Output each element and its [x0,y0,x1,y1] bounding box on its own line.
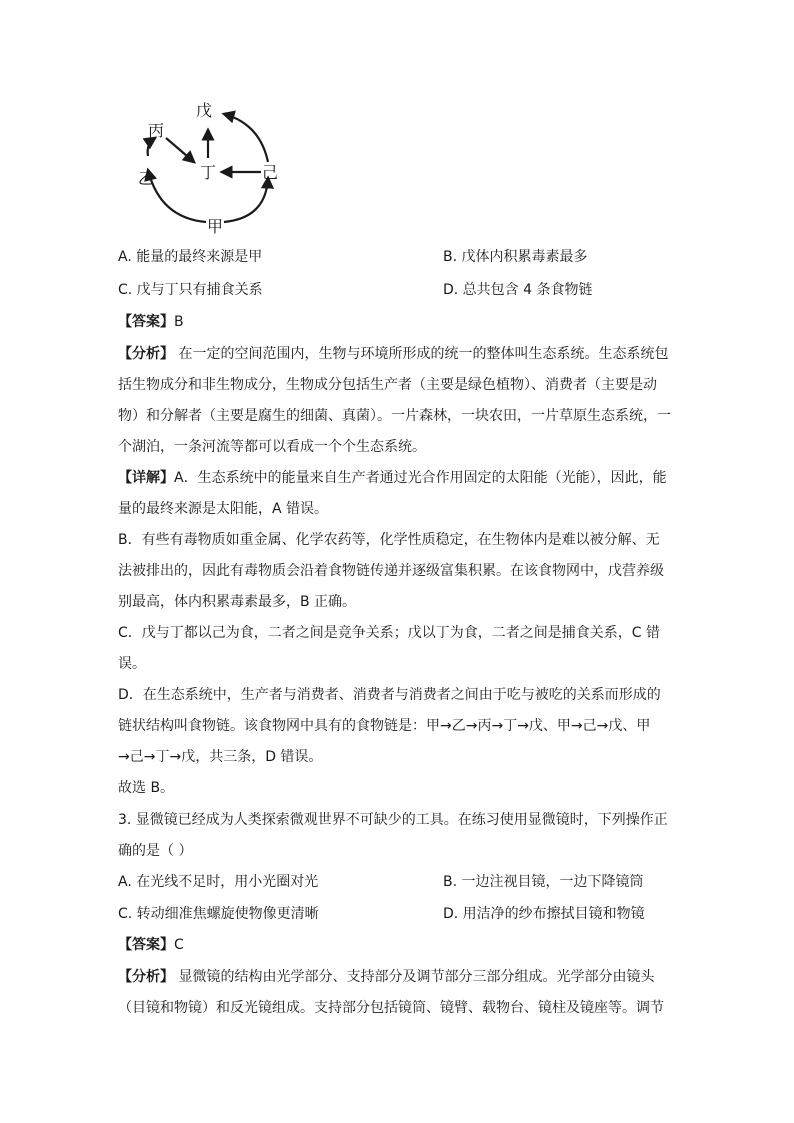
q2-analysis-line-1: 【分析】 在一定的空间范围内，生物与环境所形成的统一的整体叫生态系统。生态系统包 [118,346,669,362]
analysis-tag: 【分析】 [118,346,174,362]
q2-analysis-line-2: 括生物成分和非生物成分，生物成分包括生产者（主要是绿色植物）、消费者（主要是动 [118,377,657,393]
q2-option-b: B. 戊体内积累毒素最多 [443,249,588,265]
q2-analysis-line-3: 物）和分解者（主要是腐生的细菌、真菌）。一片森林，一块农田，一片草原生态系统，一 [118,408,671,424]
q2-option-a: A. 能量的最终来源是甲 [118,249,263,265]
food-web-diagram [128,90,298,240]
q2-option-d: D. 总共包含 4 条食物链 [443,282,593,298]
arrow-jia-ji [224,178,268,222]
q3-option-b: B. 一边注视目镜，一边下降镜筒 [443,874,644,890]
answer-tag: 【答案】 [118,937,174,953]
q3-option-d: D. 用洁净的纱布擦拭目镜和物镜 [443,906,645,922]
q2-detail-line-3: B．有些有毒物质如重金属、化学农药等，化学性质稳定，在生物体内是难以被分解、无 [118,532,660,548]
q2-detail-line-5: 别最高，体内积累毒素最多，B 正确。 [118,594,357,610]
answer-value: B [174,314,184,330]
q2-detail-line-4: 法被排出的，因此有毒物质会沿着食物链传递并逐级富集积累。在该食物网中，戊营养级 [118,563,664,579]
q2-detail-line-2: 量的最终来源是太阳能，A 错误。 [118,501,329,517]
q3-analysis-line-1: 【分析】 显微镜的结构由光学部分、支持部分及调节部分三部分组成。光学部分由镜头 [118,969,655,985]
node-bing: 丙 [148,121,165,140]
q3-stem-line-2: 确的是（ ） [118,843,193,859]
q3-stem-line-1: 3. 显微镜已经成为人类探索微观世界不可缺少的工具。在练习使用显微镜时，下列操作正 [118,812,668,828]
answer-tag: 【答案】 [118,314,174,330]
q2-conclusion: 故选 B。 [118,780,175,796]
q2-detail-line-8: D．在生态系统中，生产者与消费者、消费者与消费者之间由于吃与被吃的关系而形成的 [118,687,661,703]
node-yi: 乙 [138,169,155,188]
q2-detail-line-7: 误。 [118,656,146,672]
node-ding: 丁 [200,163,217,182]
arrow-jia-yi [148,170,206,222]
q3-option-a: A. 在光线不足时，用小光圈对光 [118,874,319,890]
arrow-bing-ding [166,138,194,162]
arrow-ji-wu [224,114,268,162]
node-jia: 甲 [207,217,224,236]
detail-tag: 【详解】 [118,470,174,486]
q3-option-c: C. 转动细准焦螺旋使物像更清晰 [118,906,319,922]
q2-analysis-line-4: 个湖泊，一条河流等都可以看成一个个生态系统。 [118,439,426,455]
q2-detail-line-10: →己→丁→戊，共三条，D 错误。 [118,749,323,765]
analysis-tag: 【分析】 [118,969,174,985]
q2-detail-line-1: 【详解】A．生态系统中的能量来自生产者通过光合作用固定的太阳能（光能），因此，能 [118,470,667,486]
node-wu: 戊 [196,101,213,120]
q2-answer [118,312,184,332]
arrow-yi-bing [148,138,155,156]
node-ji: 己 [262,163,279,182]
q3-analysis-line-2: （目镜和物镜）和反光镜组成。支持部分包括镜筒、镜臂、载物台、镜柱及镜座等。调节 [118,1000,664,1016]
answer-value: C [174,937,184,953]
q2-detail-line-9: 链状结构叫食物链。该食物网中具有的食物链是：甲→乙→丙→丁→戊、甲→己→戊、甲 [118,718,651,734]
q2-detail-line-6: C．戊与丁都以己为食，二者之间是竞争关系；戊以丁为食，二者之间是捕食关系，C 错 [118,625,660,641]
q2-option-c: C. 戊与丁只有捕食关系 [118,282,263,298]
q3-answer [118,935,184,955]
